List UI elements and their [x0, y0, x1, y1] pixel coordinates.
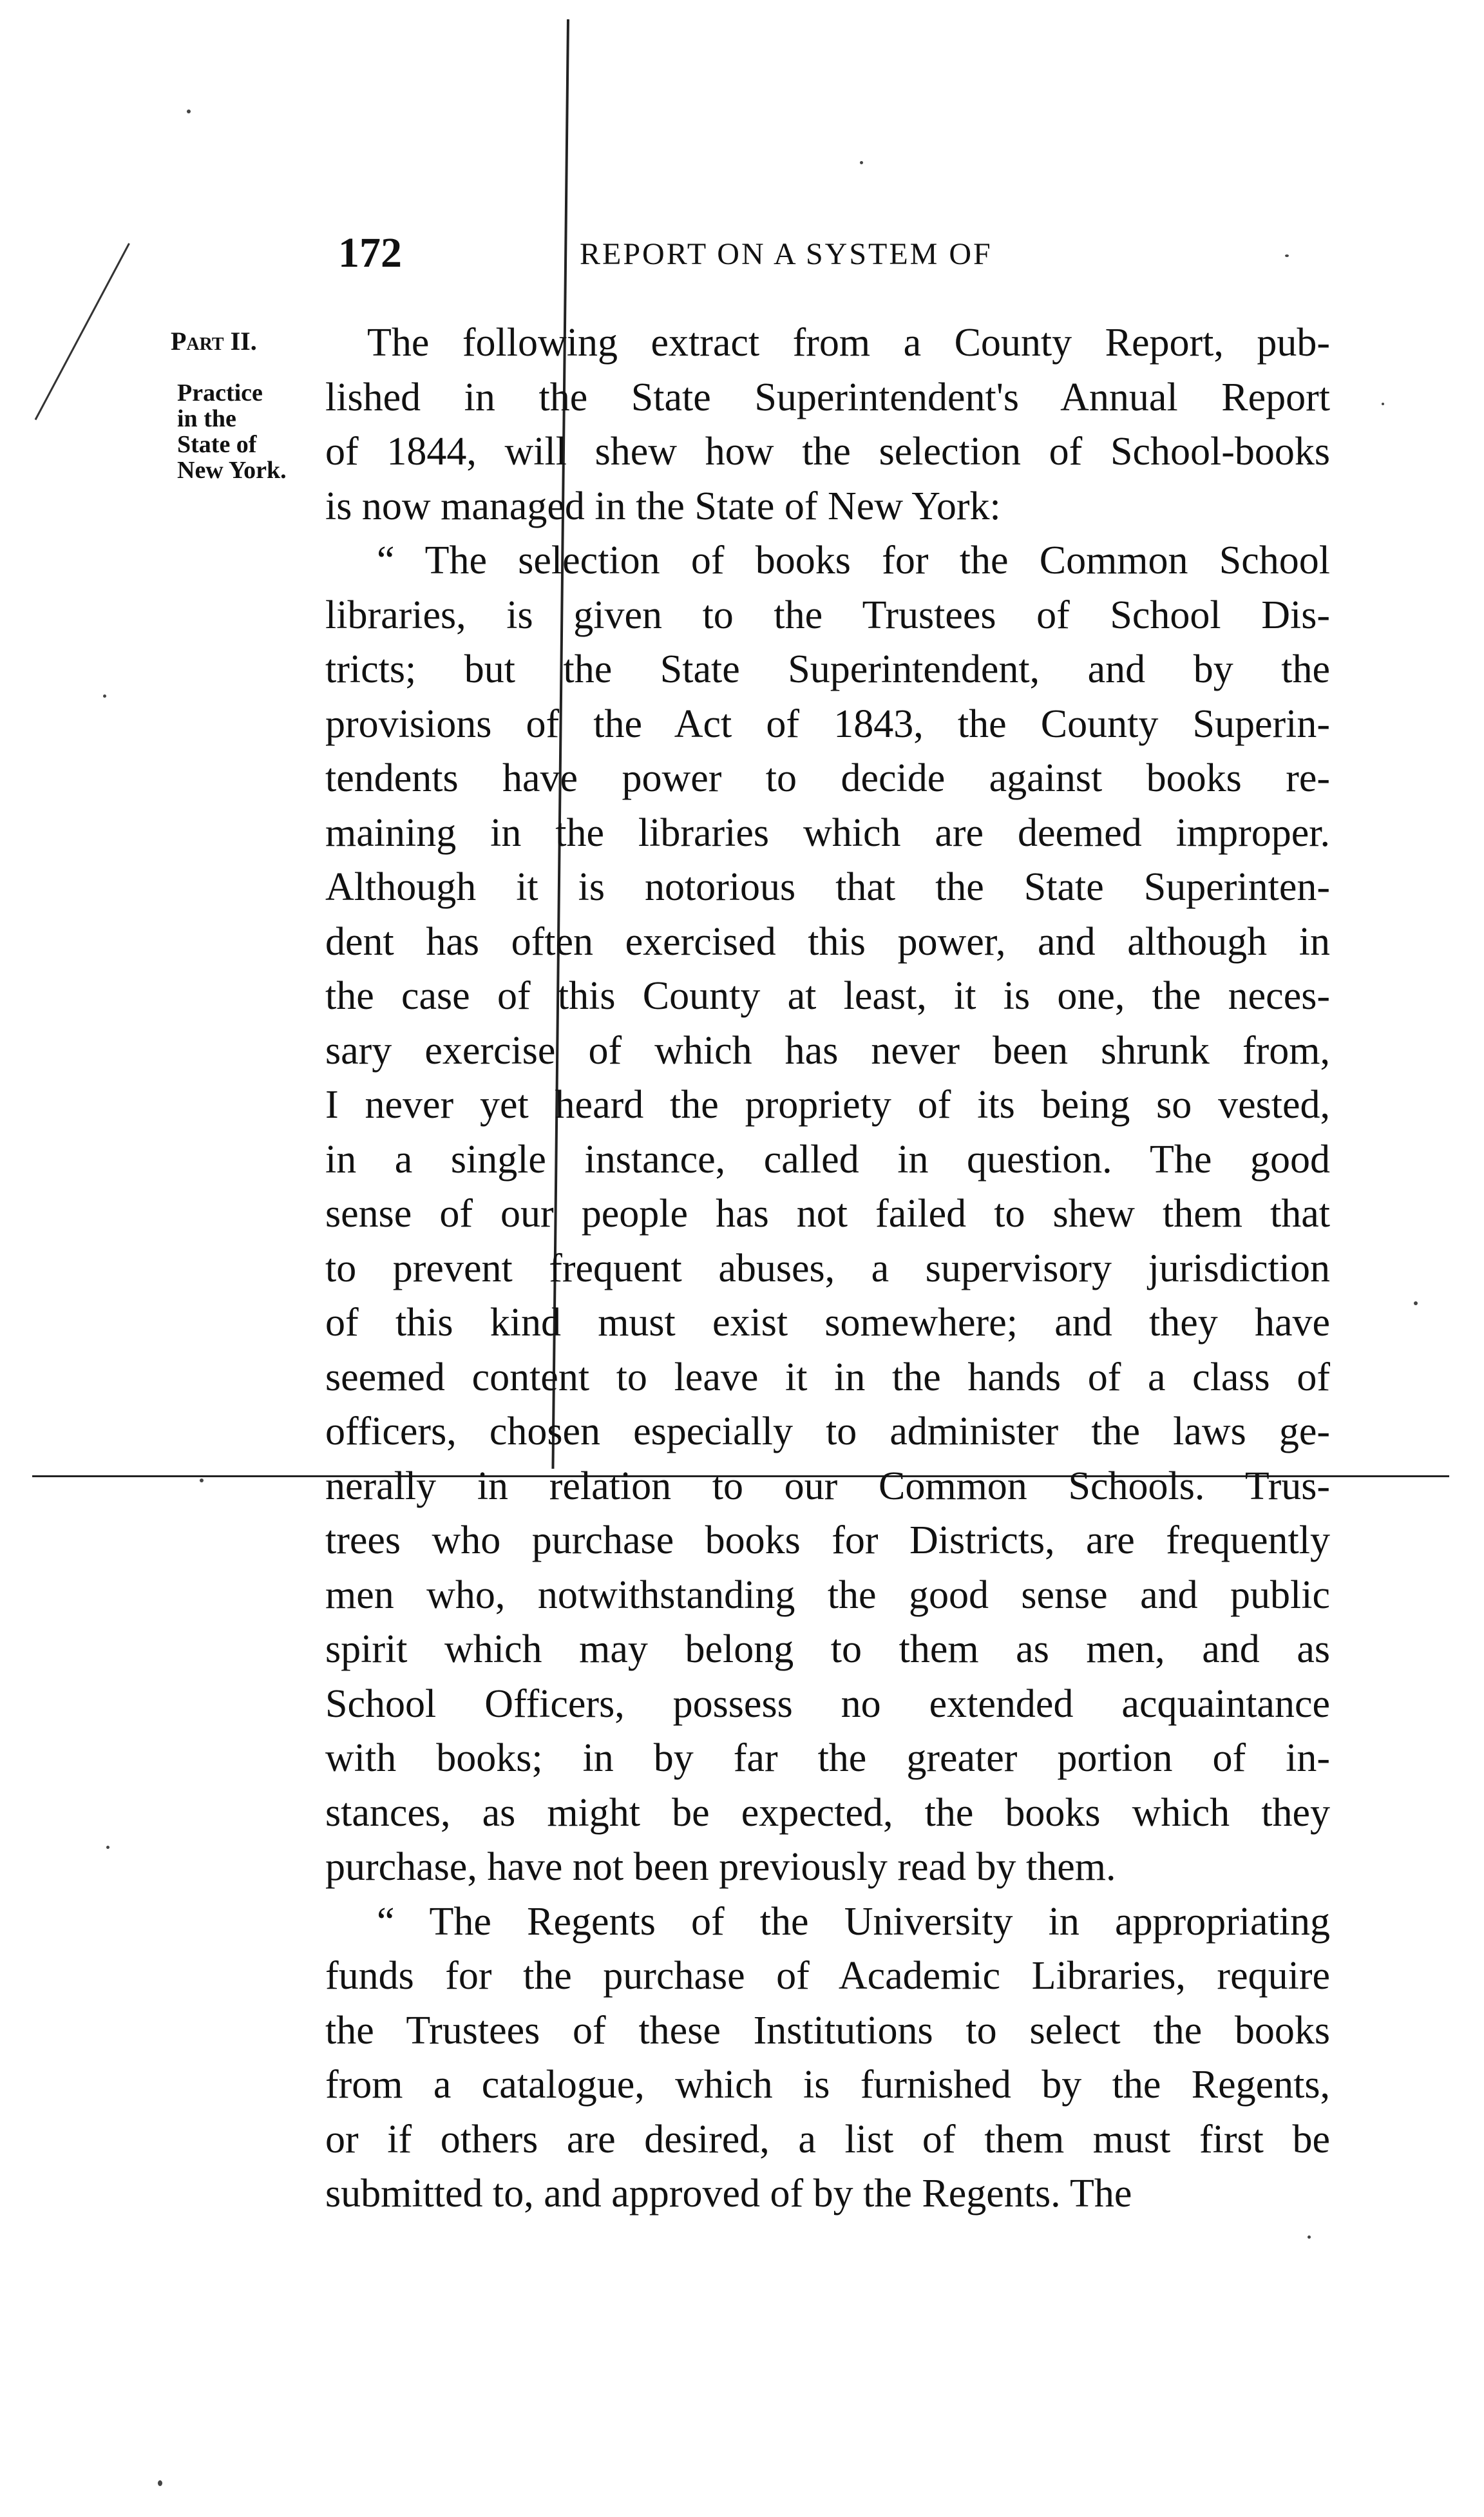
text-line: sense of our people has not failed to shew them that — [325, 1192, 1330, 1236]
sidenote-label-line: State of — [177, 431, 257, 458]
page-number: 172 — [338, 229, 402, 276]
scan-speck — [103, 694, 106, 698]
running-head — [338, 229, 1369, 280]
text-line: nerally in relation to our Common Schools. Trus- — [325, 1464, 1330, 1508]
scan-speck — [1414, 1301, 1418, 1305]
text-line: men who, notwithstanding the good sense and public — [325, 1573, 1330, 1617]
text-line: of this kind must exist somewhere; and they have — [325, 1301, 1330, 1345]
scan-speck — [1308, 2235, 1311, 2239]
text-line: sary exercise of which has never been shrunk from, — [325, 1028, 1330, 1073]
text-line: dent has often exercised this power, and although in — [325, 919, 1330, 964]
text-line: tendents have power to decide against books re- — [325, 756, 1330, 800]
text-line: tricts; but the State Superintendent, and by the — [325, 647, 1330, 691]
text-line: lished in the State Superintendent's Annual Report — [325, 375, 1330, 419]
text-line: stances, as might be expected, the books which they — [325, 1790, 1330, 1835]
margin-sidenote — [164, 329, 328, 483]
text-line: maining in the libraries which are deemed improper. — [325, 810, 1330, 855]
text-line: to prevent frequent abuses, a supervisory jurisdiction — [325, 1246, 1330, 1290]
text-line: officers, chosen especially to administer the laws ge- — [325, 1410, 1330, 1453]
text-line: “ The selection of books for the Common School — [377, 539, 1330, 582]
text-line: seemed content to leave it in the hands of a class of — [325, 1355, 1330, 1399]
paragraph — [325, 316, 1330, 533]
text-line: is now managed in the State of New York: — [325, 484, 1001, 528]
text-line: I never yet heard the propriety of its being so vested, — [325, 1083, 1330, 1127]
text-line: spirit which may belong to them as men, and as — [325, 1627, 1330, 1671]
text-line: with books; in by far the greater portion of in- — [325, 1736, 1330, 1780]
text-line: purchase, have not been previously read by them. — [325, 1845, 1116, 1889]
sidenote-part: Part II. — [171, 327, 257, 356]
body-text — [325, 316, 1330, 2221]
scan-speck — [1382, 403, 1384, 405]
sidenote-label-line: in the — [177, 405, 236, 432]
scan-speck — [187, 110, 191, 113]
text-line: libraries, is given to the Trustees of School Dis- — [325, 593, 1330, 637]
running-title: REPORT ON A SYSTEM OF — [580, 237, 993, 271]
text-line: funds for the purchase of Academic Libraries, require — [325, 1954, 1330, 1998]
sidenote-label-line: New York. — [177, 457, 287, 484]
scan-speck — [200, 1479, 204, 1482]
paragraph — [325, 1895, 1330, 2221]
text-line: or if others are desired, a list of them must first be — [325, 2117, 1330, 2161]
text-line: The following extract from a County Report, pub- — [367, 321, 1330, 365]
text-line: the Trustees of these Institutions to select the books — [325, 2008, 1330, 2053]
sidenote-label-line: Practice — [177, 379, 263, 407]
text-line: trees who purchase books for Districts, are frequently — [325, 1518, 1330, 1562]
text-line: of 1844, will shew how the selection of School-books — [325, 430, 1330, 474]
text-line: School Officers, possess no extended acquaintance — [325, 1681, 1330, 1726]
scan-speck — [860, 161, 863, 164]
paragraph — [325, 533, 1330, 1895]
scan-artifact-diagonal-line — [35, 243, 130, 420]
scan-speck — [106, 1846, 109, 1849]
text-line: “ The Regents of the University in appropriating — [377, 1899, 1330, 1944]
text-line: provisions of the Act of 1843, the County Superin- — [325, 702, 1330, 746]
text-line: Although it is notorious that the State Superinten- — [325, 865, 1330, 909]
text-line: the case of this County at least, it is one, the neces- — [325, 974, 1330, 1018]
text-line: submitted to, and approved of by the Regents. The — [325, 2172, 1132, 2216]
text-line: from a catalogue, which is furnished by the Regents, — [325, 2063, 1330, 2107]
scan-speck — [158, 2480, 162, 2486]
text-line: in a single instance, called in question. The good — [325, 1137, 1330, 1182]
